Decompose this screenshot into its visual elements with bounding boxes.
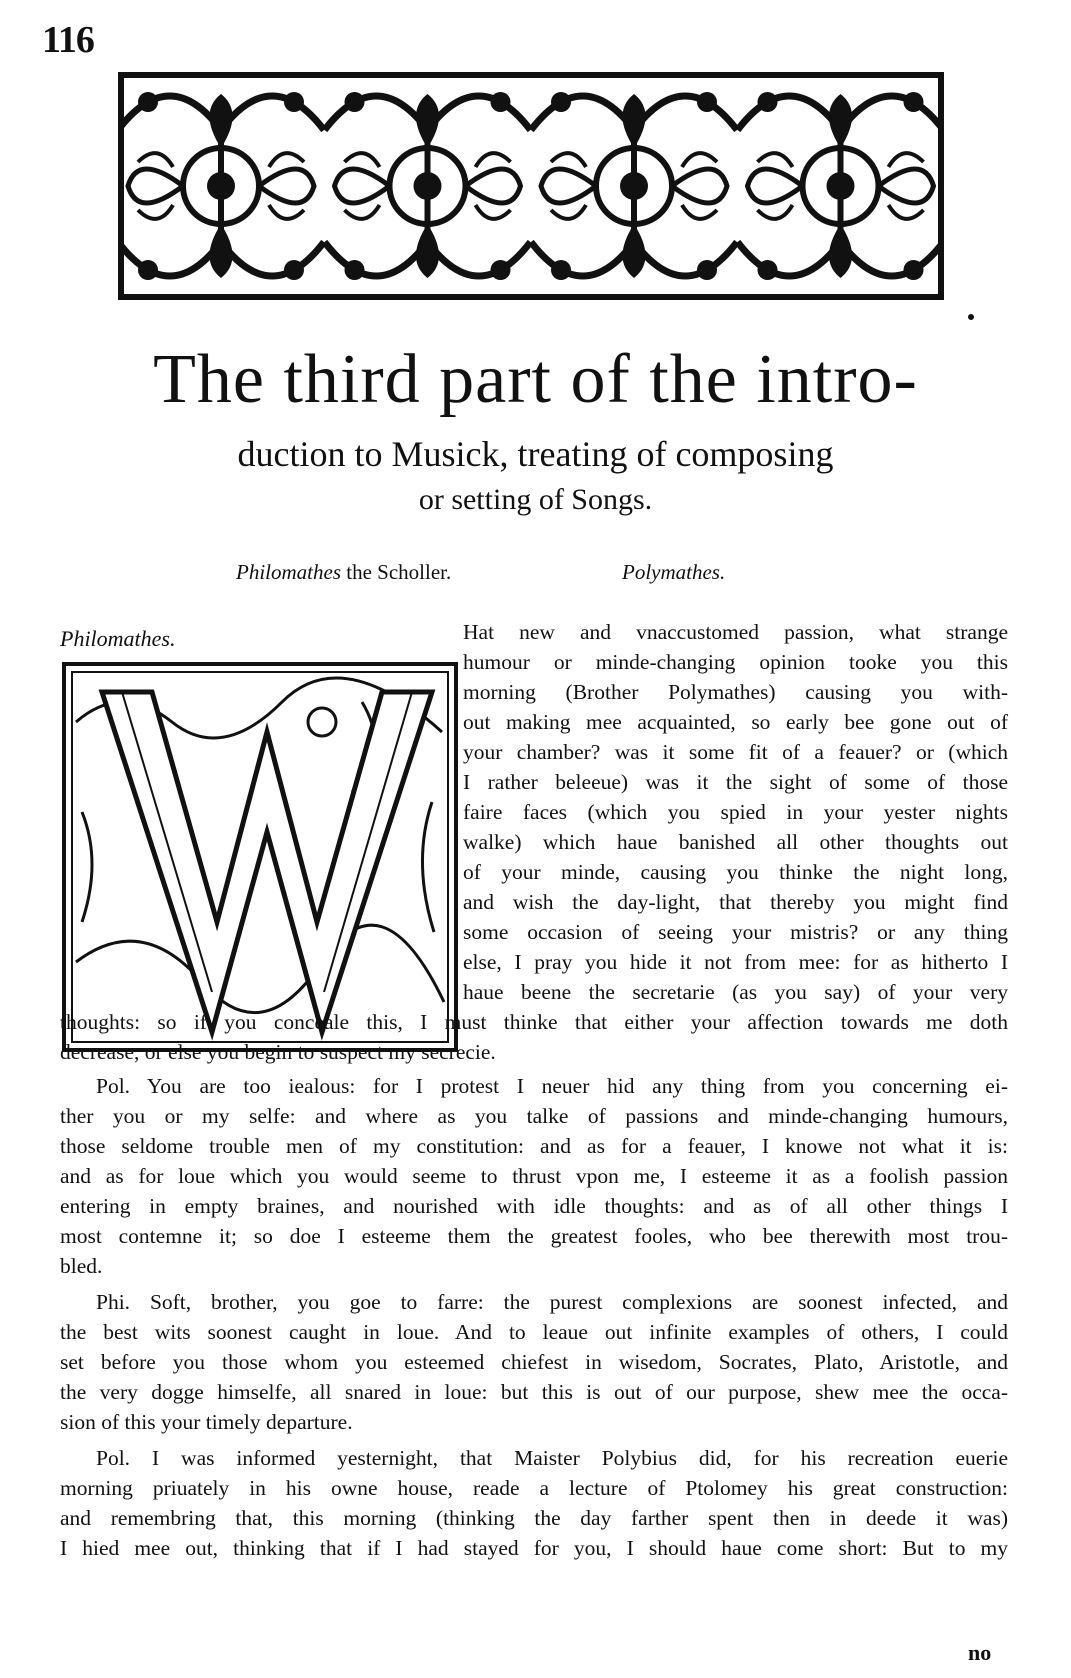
text-line: entering in empty braines, and nourished with idle thoughts: and as of all other things I [60,1194,1008,1218]
chapter-subtitle-2: or setting of Songs. [418,483,653,516]
speaker-philomathes [236,560,451,585]
text-line: walke) which haue banished all other thoughts out [463,830,1008,854]
text-line: bled. [60,1254,103,1278]
stray-dot [968,314,974,320]
decorated-initial-w [62,662,458,1052]
chapter-subtitle: duction to Musick, treating of composing [237,434,834,474]
text-line: morning (Brother Polymathes) causing you with- [463,680,1008,704]
text-line: morning priuately in his owne house, reade a lecture of Ptolomey his great construction: [60,1476,1008,1500]
text-line: and as for loue which you would seeme to thrust vpon me, I esteeme it as a foolish passion [60,1164,1008,1188]
text-line: Pol. You are too iealous: for I protest I neuer hid any thing from you concerning ei- [96,1074,1008,1098]
text-line: I rather beleeue) was it the sight of some of those [463,770,1008,794]
chapter-title: The third part of the intro- [153,341,918,418]
speaker-heading: Philomathes. [60,626,176,651]
decorative-headpiece [118,72,944,300]
text-line: most contemne it; so doe I esteeme them the greatest fooles, who bee therewith most trou- [60,1224,1008,1248]
text-line: I hied mee out, thinking that if I had stayed for you, I should haue come short: But to my [60,1536,1008,1560]
text-line: the very dogge himselfe, all snared in loue: but this is out of our purpose, shew mee the occa- [60,1380,1008,1404]
text-line: and remembring that, this morning (thinking the day farther spent then in deede it was) [60,1506,1008,1530]
text-line: those seldome trouble men of my constitution: and as for a feauer, I knowe not what it is: [60,1134,1008,1158]
text-line: humour or minde-changing opinion tooke you this [463,650,1008,674]
catchword: no [968,1640,992,1665]
text-line: the best wits soonest caught in loue. And to leaue out infinite examples of others, I could [60,1320,1008,1344]
text-line: out making mee acquainted, so early bee gone out of [463,710,1008,734]
speaker-polymathes: Polymathes. [622,560,726,584]
text-line: thoughts: so if you conceale this, I must thinke that either your affection towards me doth [60,1010,1008,1034]
text-line: your chamber? was it some fit of a feauer? or (which [463,740,1008,764]
text-line: of your minde, causing you thinke the night long, [463,860,1008,884]
text-line: decrease, or else you begin to suspect my secrecie. [60,1040,496,1064]
text-line: sion of this your timely departure. [60,1410,353,1434]
text-line: haue beene the secretarie (as you say) of your very [463,980,1008,1004]
speaker-left-name: Philomathes [236,560,341,584]
page-number: 116 [42,19,94,61]
text-line: else, I pray you hide it not from mee: for as hitherto I [463,950,1008,974]
text-line: Hat new and vnaccustomed passion, what strange [463,620,1008,644]
text-line: and wish the day-light, that thereby you might find [463,890,1008,914]
text-line: some occasion of seeing your mistris? or any thing [463,920,1008,944]
text-line: set before you those whom you esteemed chiefest in wisedom, Socrates, Plato, Aristotle, and [60,1350,1008,1374]
text-line: faire faces (which you spied in your yester nights [463,800,1008,824]
text-line: Pol. I was informed yesternight, that Maister Polybius did, for his recreation euerie [96,1446,1008,1470]
speaker-left-suffix: the Scholler. [341,560,452,584]
text-line: Phi. Soft, brother, you goe to farre: the purest complexions are soonest infected, and [96,1290,1008,1314]
text-line: ther you or my selfe: and where as you talke of passions and minde-changing humours, [60,1104,1008,1128]
